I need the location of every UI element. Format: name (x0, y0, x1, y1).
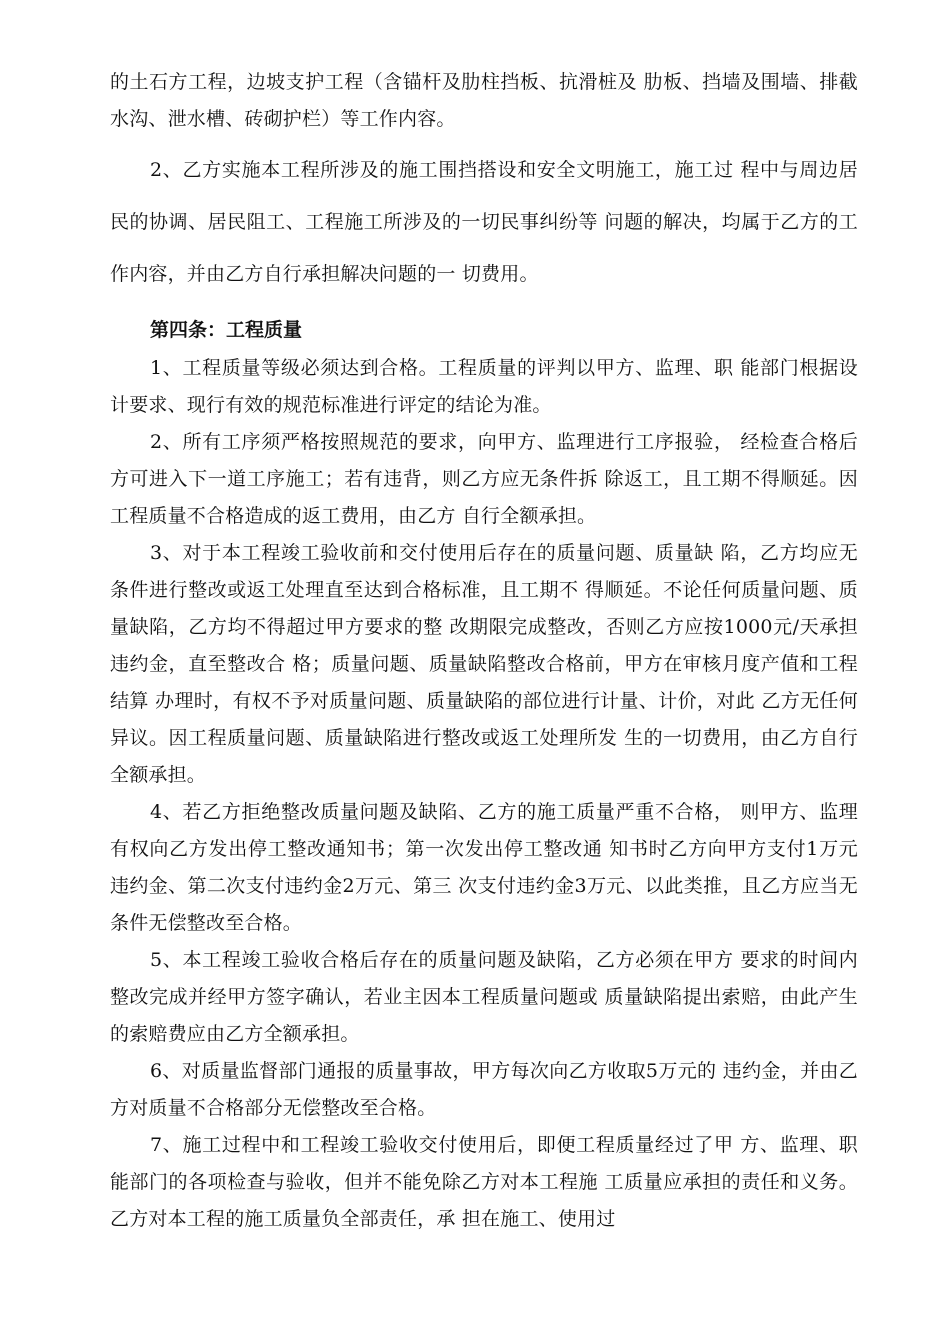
clause-3-item-2: 2、乙方实施本工程所涉及的施工围挡搭设和安全文明施工，施工过 程中与周边居民的协调、居民阻工、工程施工所涉及的一切民事纠纷等 问题的解决，均属于乙方的工作内容，并由乙方自行承担解决问题的一 切费用。 (110, 159, 858, 285)
quality-item-1: 1、工程质量等级必须达到合格。工程质量的评判以甲方、监理、职 能部门根据设计要求、现行有效的规范标准进行评定的结论为准。 (110, 357, 858, 416)
quality-item-2: 2、所有工序须严格按照规范的要求，向甲方、监理进行工序报验， 经检查合格后方可进入下一道工序施工；若有违背，则乙方应无条件拆 除返工，且工期不得顺延。因工程质量不合格造成的返工费用，由乙方 自行全额承担。 (110, 431, 858, 527)
quality-item-3: 3、对于本工程竣工验收前和交付使用后存在的质量问题、质量缺 陷，乙方均应无条件进行整改或返工处理直至达到合格标准，且工期不 得顺延。不论任何质量问题、质量缺陷，乙方均不得超过甲方要求的整 改期限完成整改，否则乙方应按1000元/天承担违约金，直至整改合 格；质量问题、质量缺陷整改合格前，甲方在审核月度产值和工程结算 办理时，有权不予对质量问题、质量缺陷的部位进行计量、计价，对此 乙方无任何异议。因工程质量问题、质量缺陷进行整改或返工处理所发 生的一切费用，由乙方自行全额承担。 (110, 542, 858, 786)
intro-paragraph: 的土石方工程，边坡支护工程（含锚杆及肋柱挡板、抗滑桩及 肋板、挡墙及围墙、排截水沟、泄水槽、砖砌护栏）等工作内容。 (110, 71, 858, 130)
quality-item-6: 6、对质量监督部门通报的质量事故，甲方每次向乙方收取5万元的 违约金，并由乙方对质量不合格部分无偿整改至合格。 (110, 1060, 858, 1119)
section-heading: 第四条：工程质量 (150, 319, 303, 341)
quality-item-7: 7、施工过程中和工程竣工验收交付使用后，即便工程质量经过了甲 方、监理、职能部门的各项检查与验收，但并不能免除乙方对本工程施 工质量应承担的责任和义务。乙方对本工程的施工质量负全部责任，承 担在施工、使用过 (110, 1134, 858, 1230)
document-page (110, 64, 858, 1238)
quality-item-5: 5、本工程竣工验收合格后存在的质量问题及缺陷，乙方必须在甲方 要求的时间内整改完成并经甲方签字确认，若业主因本工程质量问题或 质量缺陷提出索赔，由此产生的索赔费应由乙方全额承担。 (110, 949, 858, 1045)
quality-item-4: 4、若乙方拒绝整改质量问题及缺陷、乙方的施工质量严重不合格， 则甲方、监理有权向乙方发出停工整改通知书；第一次发出停工整改通 知书时乙方向甲方支付1万元违约金、第二次支付违约金2万元、第三 次支付违约金3万元、以此类推，且乙方应当无条件无偿整改至合格。 (110, 801, 858, 934)
